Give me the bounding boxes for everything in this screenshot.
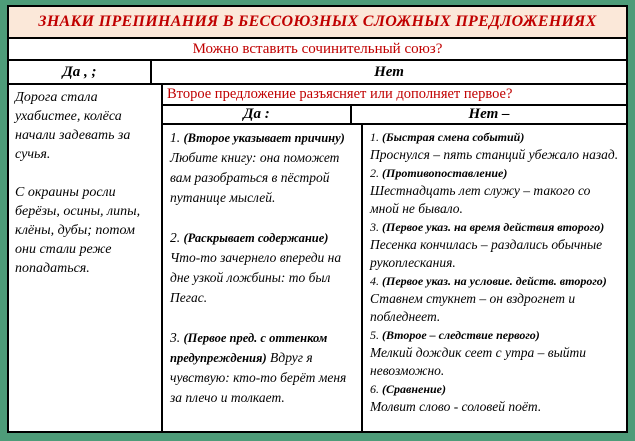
right-branch [163, 85, 626, 431]
item-rule-line [370, 326, 621, 344]
item-example: Вдруг я чувствую: кто-то берёт меня за плечо и толкает. [170, 350, 347, 405]
item-number: 3. [170, 330, 181, 345]
question-second-clause: Второе предложение разъясняет или дополняет первое? [163, 85, 626, 106]
item-example: Что-то зачернело впереди на дне узкой ложбины: то был Пегас. [170, 250, 342, 305]
colon-item [170, 328, 357, 408]
item-example: Ставнем стукнет – он вздрогнет и побледнеет. [370, 291, 576, 324]
item-number: 2. [170, 230, 181, 245]
branch1-row [9, 61, 626, 85]
item-rule-label: (Сравнение) [382, 382, 447, 396]
main-row [9, 85, 626, 431]
item-number: 4. [370, 274, 379, 288]
question-coordinating-conjunction: Можно вставить сочинительный союз? [9, 39, 626, 61]
item-example: Любите книгу: она поможет вам разобраться в пёстрой путанице мыслей. [170, 150, 340, 205]
colon-examples-column [163, 125, 363, 431]
branch2-no-header: Нет – [468, 106, 510, 122]
item-rule-line [370, 272, 621, 290]
branch2-header-row [163, 106, 626, 125]
item-rule-line [370, 380, 621, 398]
branch2-yes-header: Да : [163, 106, 352, 123]
item-rule-label: (Быстрая смена событий) [382, 130, 525, 144]
item-rule-line [370, 218, 621, 236]
item-rule-label: (Второе указывает причину) [183, 131, 345, 145]
comma-semicolon-examples-cell [9, 85, 163, 431]
dash-item [370, 128, 621, 164]
dash-item [370, 326, 621, 380]
dash-examples-column [363, 125, 626, 431]
item-example: Шестнадцать лет служу – такого со мной не бывало. [370, 183, 591, 216]
punctuation-table [7, 5, 628, 433]
colon-item [170, 128, 357, 208]
dash-item [370, 380, 621, 416]
item-number: 2. [370, 166, 379, 180]
item-number: 3. [370, 220, 379, 234]
item-number: 1. [370, 130, 379, 144]
item-number: 6. [370, 382, 379, 396]
item-number: 5. [370, 328, 379, 342]
item-number: 1. [170, 130, 181, 145]
item-rule-label: (Раскрывает содержание) [183, 231, 329, 245]
item-rule-label: (Первое указ. на время действия второго) [382, 220, 605, 234]
item-rule-line [370, 128, 621, 146]
dash-item [370, 272, 621, 326]
item-example: Проснулся – пять станций убежало назад. [370, 147, 619, 162]
example-paragraph: Дорога стала ухабистее, колёса начали задевать за сучья. [15, 90, 131, 162]
colon-item [170, 228, 357, 308]
item-example: Молвит слово - соловей поёт. [370, 399, 542, 414]
item-example: Мелкий дождик сеет с утра – выйти невозможно. [370, 345, 586, 378]
item-example: Песенка кончилась – раздались обычные рукоплескания. [370, 237, 603, 270]
item-rule-label: (Первое пред. с оттенком предупреждения) [170, 331, 328, 365]
item-rule-label: (Второе – следствие первого) [382, 328, 540, 342]
branch1-yes-cell: Да , ; [9, 61, 152, 83]
dash-item [370, 164, 621, 218]
example-paragraph: С окраины росли берёзы, осины, липы, клёны, дубы; потом они стали реже попадаться. [15, 185, 141, 276]
item-rule-line [370, 164, 621, 182]
item-rule-label: (Первое указ. на условие. действ. второго) [382, 274, 607, 288]
dash-item [370, 218, 621, 272]
branch1-no-cell: Нет [374, 63, 404, 80]
branch2-content-row [163, 125, 626, 431]
table-title: ЗНАКИ ПРЕПИНАНИЯ В БЕССОЮЗНЫХ СЛОЖНЫХ ПРЕДЛОЖЕНИЯХ [9, 7, 626, 39]
item-rule-label: (Противопоставление) [382, 166, 508, 180]
